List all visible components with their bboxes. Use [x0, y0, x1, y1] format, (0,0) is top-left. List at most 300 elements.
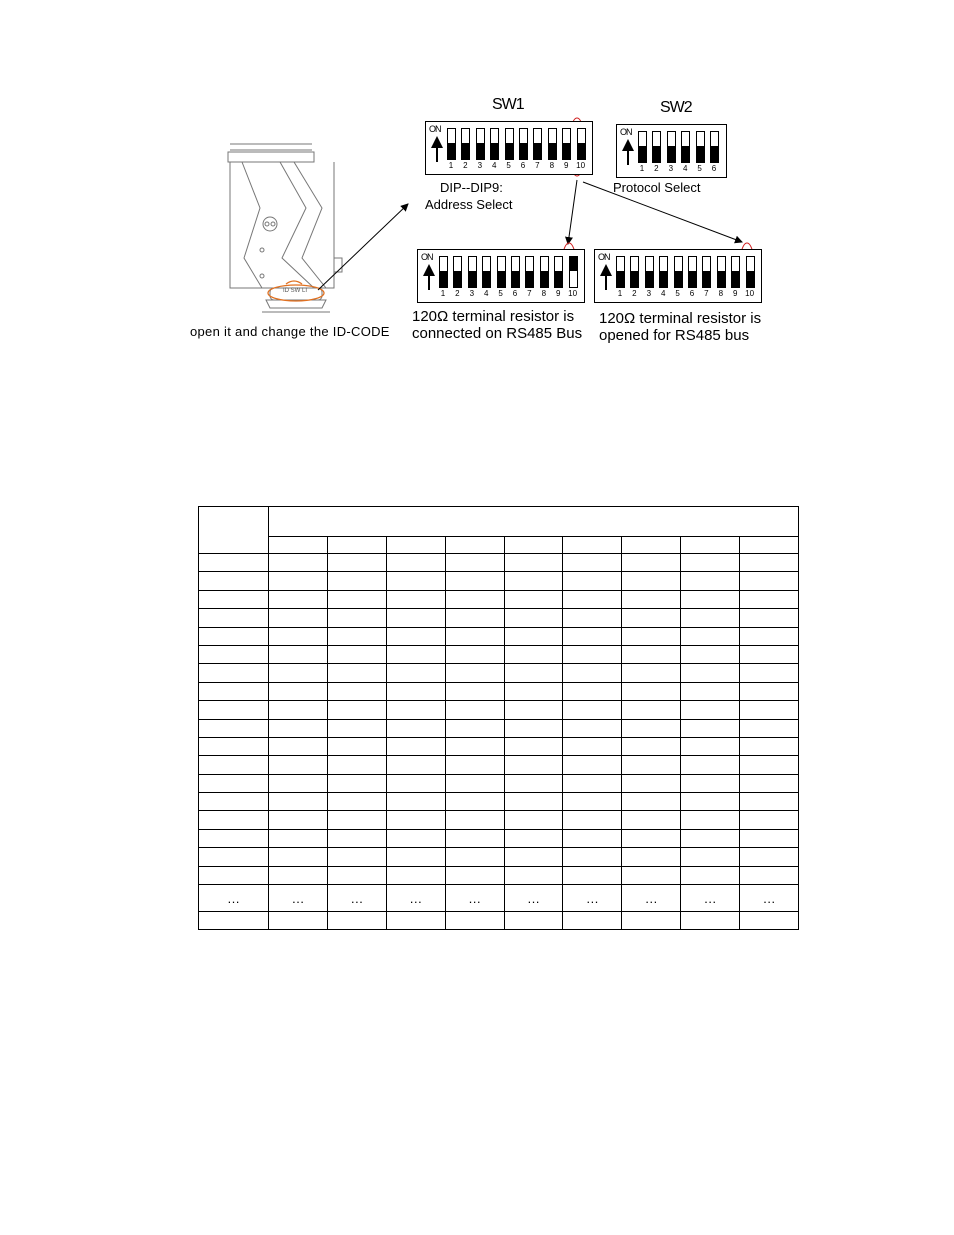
table-cell — [327, 590, 386, 608]
table-subheader-cell — [504, 537, 563, 554]
table-cell — [740, 737, 799, 755]
opened-caption-line2: opened for RS485 bus — [599, 327, 750, 344]
table-cell — [445, 866, 504, 884]
dip-number-10: 10 — [576, 161, 586, 170]
dip-switch-5 — [505, 128, 514, 160]
table-cell — [445, 572, 504, 590]
table-cell — [327, 756, 386, 774]
table-cell — [269, 664, 328, 682]
table-cell — [199, 590, 269, 608]
table-cell — [622, 682, 681, 700]
table-row — [199, 848, 799, 866]
table-cell — [445, 756, 504, 774]
table-row — [199, 866, 799, 884]
table-cell — [386, 701, 445, 719]
dip-switch-1 — [616, 256, 625, 288]
dip-number-4: 4 — [491, 161, 497, 170]
table-cell — [269, 793, 328, 811]
dip-switch-1 — [447, 128, 456, 160]
table-ellipsis-row — [199, 885, 799, 912]
table-cell — [445, 912, 504, 930]
dip-number-4: 4 — [682, 164, 688, 173]
table-cell — [622, 627, 681, 645]
table-cell — [681, 866, 740, 884]
table-cell — [504, 701, 563, 719]
table-cell — [504, 793, 563, 811]
connected-caption-line1: 120Ω terminal resistor is — [412, 308, 575, 325]
dip-number-6: 6 — [512, 289, 518, 298]
table-cell — [504, 756, 563, 774]
table-cell — [563, 811, 622, 829]
table-cell: … — [681, 885, 740, 912]
table-cell — [681, 609, 740, 627]
dip-number-3: 3 — [469, 289, 475, 298]
table-cell — [563, 590, 622, 608]
dip-switch-5 — [674, 256, 683, 288]
table-cell: … — [504, 885, 563, 912]
dip-switch-8 — [540, 256, 549, 288]
table-row — [199, 682, 799, 700]
table-cell — [504, 682, 563, 700]
table-cell — [681, 774, 740, 792]
table-cell — [740, 912, 799, 930]
dip-switch-5 — [696, 131, 705, 163]
table-cell — [681, 737, 740, 755]
table-cell — [386, 811, 445, 829]
table-cell — [681, 664, 740, 682]
dip-number-5: 5 — [675, 289, 680, 298]
table-row — [199, 756, 799, 774]
table-cell — [563, 912, 622, 930]
up-arrow-icon — [423, 264, 437, 295]
table-cell — [563, 609, 622, 627]
on-label: ON — [620, 127, 632, 137]
table-row — [199, 829, 799, 847]
dip-number-2: 2 — [463, 161, 468, 170]
table-cell — [386, 590, 445, 608]
table-cell — [199, 554, 269, 572]
table-row — [199, 719, 799, 737]
table-cell — [445, 590, 504, 608]
table-row — [199, 572, 799, 590]
table-cell — [269, 627, 328, 645]
table-cell — [445, 719, 504, 737]
table-cell — [622, 590, 681, 608]
table-subheader-cell — [622, 537, 681, 554]
dip-number-7: 7 — [535, 161, 540, 170]
table-row — [199, 554, 799, 572]
table-cell — [269, 609, 328, 627]
table-cell — [622, 793, 681, 811]
dip-number-9: 9 — [555, 289, 561, 298]
table-cell — [740, 701, 799, 719]
table-cell — [504, 572, 563, 590]
table-row — [199, 811, 799, 829]
dip-switch-10 — [569, 256, 578, 288]
table-cell — [445, 682, 504, 700]
table-cell — [681, 554, 740, 572]
table-cell — [445, 811, 504, 829]
table-cell — [563, 701, 622, 719]
table-cell — [269, 866, 328, 884]
table-subheader-cell — [386, 537, 445, 554]
table-row — [199, 627, 799, 645]
table-cell — [445, 793, 504, 811]
table-cell — [386, 912, 445, 930]
dip-number-3: 3 — [646, 289, 652, 298]
table-cell — [269, 737, 328, 755]
table-cell — [445, 645, 504, 663]
dip-switch-7 — [525, 256, 534, 288]
dip-switch-6 — [710, 131, 719, 163]
table-cell — [563, 554, 622, 572]
table-subheader-cell — [563, 537, 622, 554]
table-cell — [327, 682, 386, 700]
dip-switch-6 — [511, 256, 520, 288]
table-cell — [681, 756, 740, 774]
table-cell — [622, 912, 681, 930]
table-cell — [199, 756, 269, 774]
dip-number-5: 5 — [506, 161, 511, 170]
table-cell — [622, 811, 681, 829]
table-cell — [740, 756, 799, 774]
table-cell — [327, 645, 386, 663]
on-label: ON — [598, 252, 610, 262]
table-cell — [563, 848, 622, 866]
table-cell — [740, 829, 799, 847]
dip-switch-2 — [453, 256, 462, 288]
table-cell — [681, 829, 740, 847]
table-row — [199, 590, 799, 608]
table-cell — [327, 701, 386, 719]
table-cell — [563, 664, 622, 682]
table-cell — [740, 793, 799, 811]
table-cell: … — [563, 885, 622, 912]
table-cell — [269, 682, 328, 700]
dip-switch-10 — [746, 256, 755, 288]
table-cell — [327, 609, 386, 627]
table-cell: … — [269, 885, 328, 912]
table-cell — [199, 645, 269, 663]
dip-switch-2 — [652, 131, 661, 163]
table-cell — [681, 912, 740, 930]
dip-number-7: 7 — [527, 289, 532, 298]
table-cell — [622, 719, 681, 737]
table-cell — [386, 829, 445, 847]
dip-number-2: 2 — [654, 164, 659, 173]
table-cell — [386, 664, 445, 682]
table-cell — [563, 737, 622, 755]
table-cell — [622, 609, 681, 627]
table-cell — [327, 627, 386, 645]
table-cell — [563, 645, 622, 663]
opened-caption-line1: 120Ω terminal resistor is — [599, 310, 762, 327]
dip-switch-5 — [497, 256, 506, 288]
table-cell — [681, 848, 740, 866]
dip-switch-8 — [717, 256, 726, 288]
device-caption: open it and change the ID-CODE — [190, 324, 390, 339]
table-cell — [681, 811, 740, 829]
table-cell — [269, 811, 328, 829]
table-cell — [327, 737, 386, 755]
dip-switch-3 — [476, 128, 485, 160]
dip-switch-4 — [659, 256, 668, 288]
table-cell — [622, 664, 681, 682]
table-cell — [563, 774, 622, 792]
table-cell — [504, 737, 563, 755]
table-cell — [622, 829, 681, 847]
table-cell — [269, 774, 328, 792]
table-cell — [445, 701, 504, 719]
table-row — [199, 737, 799, 755]
dip-number-1: 1 — [639, 164, 645, 173]
dip-number-4: 4 — [660, 289, 666, 298]
on-label: ON — [429, 124, 441, 134]
dip-number-4: 4 — [483, 289, 489, 298]
table-cell — [327, 554, 386, 572]
table-row — [199, 664, 799, 682]
sw1-dip-switch — [425, 121, 593, 175]
table-cell — [504, 645, 563, 663]
table-header-row — [199, 507, 799, 537]
dip-number-7: 7 — [704, 289, 709, 298]
dip-switch-9 — [562, 128, 571, 160]
table-cell — [740, 627, 799, 645]
table-cell: … — [386, 885, 445, 912]
table-cell — [681, 701, 740, 719]
table-cell — [681, 719, 740, 737]
dip-number-9: 9 — [563, 161, 569, 170]
table-cell — [327, 829, 386, 847]
dip-switch-7 — [702, 256, 711, 288]
table-cell — [622, 774, 681, 792]
table-cell — [199, 572, 269, 590]
sw2-dip-switch — [616, 124, 727, 178]
dip-number-2: 2 — [455, 289, 460, 298]
table-cell — [386, 737, 445, 755]
table-cell — [563, 719, 622, 737]
table-cell — [504, 590, 563, 608]
dip-switch-4 — [490, 128, 499, 160]
table-cell — [386, 719, 445, 737]
table-cell: … — [622, 885, 681, 912]
table-cell — [386, 866, 445, 884]
table-row — [199, 774, 799, 792]
dip-switch-4 — [681, 131, 690, 163]
table-cell — [622, 866, 681, 884]
table-cell — [740, 590, 799, 608]
table-cell — [622, 701, 681, 719]
table-cell — [563, 756, 622, 774]
dip-switch-2 — [461, 128, 470, 160]
dip-number-5: 5 — [697, 164, 702, 173]
table-cell — [199, 829, 269, 847]
dip-number-6: 6 — [711, 164, 717, 173]
table-cell — [445, 609, 504, 627]
table-cell — [386, 554, 445, 572]
table-cell — [386, 627, 445, 645]
up-arrow-icon — [622, 139, 636, 170]
table-cell — [681, 682, 740, 700]
on-label: ON — [421, 252, 433, 262]
table-cell — [199, 811, 269, 829]
dip-number-3: 3 — [668, 164, 674, 173]
table-subheader-row — [199, 537, 799, 554]
table-cell — [445, 774, 504, 792]
dip-number-2: 2 — [632, 289, 637, 298]
table-cell — [622, 756, 681, 774]
dip-switch-3 — [645, 256, 654, 288]
dip-number-9: 9 — [732, 289, 738, 298]
up-arrow-icon — [600, 264, 614, 295]
table-cell — [327, 912, 386, 930]
arrow-to-connected — [568, 180, 577, 244]
table-span-header — [269, 507, 799, 537]
table-cell — [199, 866, 269, 884]
table-cell — [622, 554, 681, 572]
table-cell — [269, 554, 328, 572]
table-cell — [445, 829, 504, 847]
table-subheader-cell — [327, 537, 386, 554]
dip-switch-3 — [468, 256, 477, 288]
dip-switch-1 — [638, 131, 647, 163]
table-row — [199, 912, 799, 930]
table-cell — [504, 848, 563, 866]
table-cell — [740, 848, 799, 866]
table-cell — [269, 645, 328, 663]
table-row — [199, 645, 799, 663]
table-cell — [504, 609, 563, 627]
table-cell — [386, 756, 445, 774]
dip-number-5: 5 — [498, 289, 503, 298]
table-cell — [327, 793, 386, 811]
table-cell — [504, 912, 563, 930]
table-cell — [622, 737, 681, 755]
table-cell — [504, 627, 563, 645]
table-cell — [740, 664, 799, 682]
table-cell — [445, 664, 504, 682]
dip-switch-3 — [667, 131, 676, 163]
table-cell — [199, 737, 269, 755]
table-cell — [386, 682, 445, 700]
arrow-to-sw1 — [318, 204, 408, 290]
table-cell — [269, 829, 328, 847]
table-cell — [740, 572, 799, 590]
dip-switch-9 — [554, 256, 563, 288]
table-cell — [327, 719, 386, 737]
dip-switch-4 — [482, 256, 491, 288]
table-cell — [327, 774, 386, 792]
table-cell — [199, 682, 269, 700]
table-cell — [327, 664, 386, 682]
table-cell: … — [445, 885, 504, 912]
table-cell — [504, 829, 563, 847]
table-cell — [563, 866, 622, 884]
table-cell — [386, 848, 445, 866]
table-cell — [622, 848, 681, 866]
table-cell: … — [740, 885, 799, 912]
table-cell — [563, 572, 622, 590]
table-cell — [504, 719, 563, 737]
dip-number-1: 1 — [440, 289, 446, 298]
table-cell — [327, 572, 386, 590]
table-cell — [740, 682, 799, 700]
table-cell — [681, 590, 740, 608]
table-cell — [740, 866, 799, 884]
dip-switch-6 — [519, 128, 528, 160]
dip-switch-7 — [533, 128, 542, 160]
table-cell — [199, 664, 269, 682]
dip-switch-2 — [630, 256, 639, 288]
dip-number-10: 10 — [568, 289, 578, 298]
device-switch-label: ID SW LI — [283, 288, 308, 294]
address-table — [198, 506, 799, 930]
table-cell — [681, 793, 740, 811]
table-cell — [386, 572, 445, 590]
table-cell — [622, 645, 681, 663]
table-cell — [740, 609, 799, 627]
dip-switch-10 — [577, 128, 586, 160]
table-cell — [740, 811, 799, 829]
table-cell — [269, 719, 328, 737]
sw1-caption-line2: Address Select — [425, 197, 513, 212]
table-cell — [681, 645, 740, 663]
dip-number-1: 1 — [448, 161, 454, 170]
table-cell — [504, 554, 563, 572]
table-cell — [199, 627, 269, 645]
sw2-title: SW2 — [660, 99, 692, 116]
table-cell — [199, 701, 269, 719]
table-cell — [445, 554, 504, 572]
table-cell — [504, 774, 563, 792]
opened-dip-switch — [594, 249, 762, 303]
table-row — [199, 609, 799, 627]
table-cell — [504, 866, 563, 884]
table-cell — [445, 848, 504, 866]
table-subheader-cell — [740, 537, 799, 554]
table-cell — [199, 719, 269, 737]
table-cell — [622, 572, 681, 590]
table-cell — [563, 627, 622, 645]
up-arrow-icon — [431, 136, 445, 167]
table-row — [199, 701, 799, 719]
table-cell — [563, 793, 622, 811]
dip-number-6: 6 — [520, 161, 526, 170]
table-cell — [199, 912, 269, 930]
table-cell — [269, 848, 328, 866]
table-cell — [563, 682, 622, 700]
table-cell — [386, 609, 445, 627]
table-cell — [327, 848, 386, 866]
table-cell — [563, 829, 622, 847]
sw1-title: SW1 — [492, 96, 524, 113]
table-cell — [740, 719, 799, 737]
table-cell — [445, 737, 504, 755]
table-cell — [269, 590, 328, 608]
table-subheader-cell — [445, 537, 504, 554]
dip-number-8: 8 — [718, 289, 724, 298]
table-cell — [740, 554, 799, 572]
dip-switch-6 — [688, 256, 697, 288]
table-cell — [386, 645, 445, 663]
table-cell — [269, 701, 328, 719]
dip-switch-1 — [439, 256, 448, 288]
table-subheader-cell — [681, 537, 740, 554]
table-cell — [199, 774, 269, 792]
table-cell — [740, 774, 799, 792]
dip-switch-8 — [548, 128, 557, 160]
sw1-caption-line1: DIP--DIP9: — [440, 180, 503, 195]
